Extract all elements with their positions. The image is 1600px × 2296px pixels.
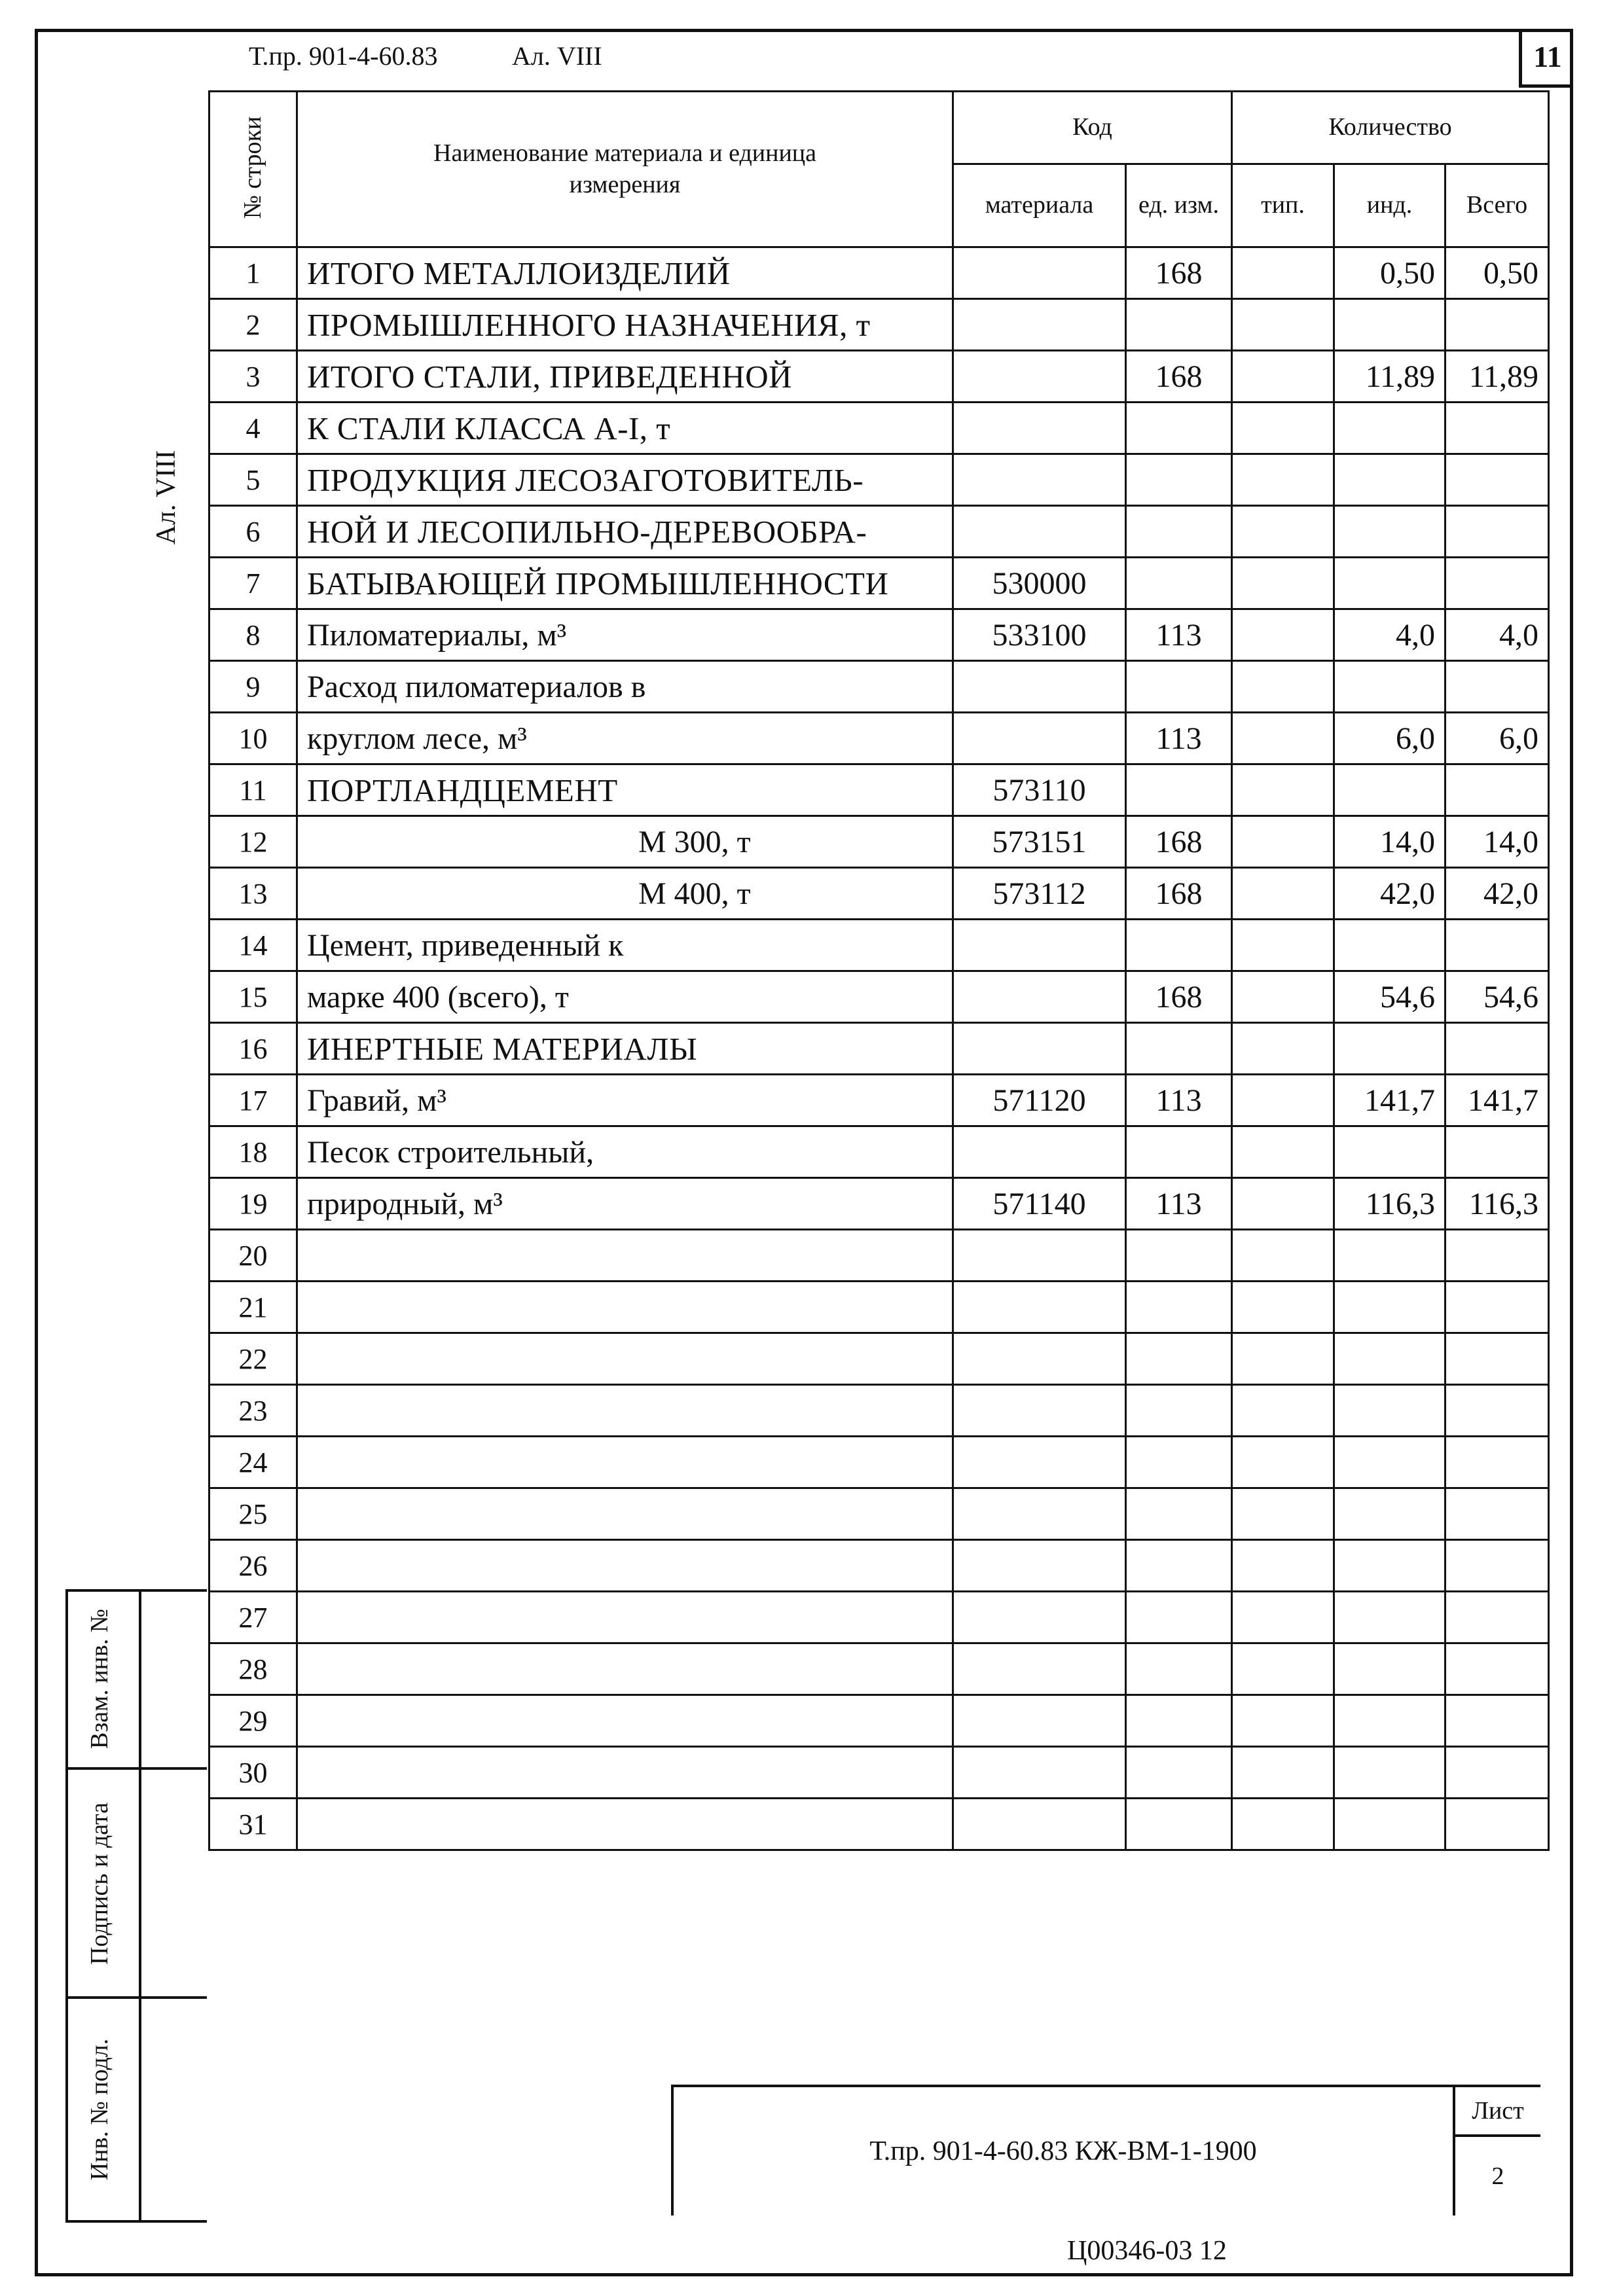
- row-qty-typ: [1232, 1747, 1334, 1799]
- row-qty-ind: [1334, 1488, 1445, 1540]
- row-material-code: [953, 299, 1126, 351]
- row-qty-typ: [1232, 351, 1334, 403]
- row-number: 26: [209, 1540, 297, 1592]
- row-qty-total: [1445, 1592, 1549, 1643]
- row-qty-total: [1445, 1799, 1549, 1850]
- row-qty-ind: 42,0: [1334, 868, 1445, 920]
- row-name: [297, 1282, 953, 1333]
- table-row: [209, 558, 1549, 609]
- row-number: 9: [209, 661, 297, 713]
- row-name: НОЙ И ЛЕСОПИЛЬНО-ДЕРЕВООБРА-: [297, 506, 953, 558]
- header-album: Ал. VIII: [512, 41, 602, 71]
- materials-table: [208, 90, 1550, 1851]
- row-qty-total: 4,0: [1445, 609, 1549, 661]
- row-qty-ind: [1334, 558, 1445, 609]
- row-material-code: 571120: [953, 1075, 1126, 1126]
- row-number: 10: [209, 713, 297, 764]
- row-qty-total: 14,0: [1445, 816, 1549, 868]
- row-qty-total: [1445, 1695, 1549, 1747]
- header-code-material: материала: [953, 164, 1126, 247]
- table-row: [209, 609, 1549, 661]
- row-qty-typ: [1232, 1643, 1334, 1695]
- header-row-number: [209, 92, 297, 247]
- table-row: [209, 661, 1549, 713]
- row-name: [297, 1333, 953, 1385]
- row-unit-code: [1126, 454, 1232, 506]
- row-qty-typ: [1232, 1592, 1334, 1643]
- row-material-code: [953, 920, 1126, 971]
- table-row: [209, 1333, 1549, 1385]
- table-row: [209, 1488, 1549, 1540]
- row-qty-total: 6,0: [1445, 713, 1549, 764]
- row-name: БАТЫВАЮЩЕЙ ПРОМЫШЛЕННОСТИ: [297, 558, 953, 609]
- row-qty-total: [1445, 1282, 1549, 1333]
- row-material-code: [953, 403, 1126, 454]
- row-material-code: 573151: [953, 816, 1126, 868]
- table-row: [209, 764, 1549, 816]
- row-qty-typ: [1232, 1488, 1334, 1540]
- row-qty-typ: [1232, 1385, 1334, 1437]
- side-album-label: Ал. VIII: [151, 450, 181, 545]
- row-qty-ind: [1334, 1695, 1445, 1747]
- row-number: 25: [209, 1488, 297, 1540]
- row-qty-typ: [1232, 1023, 1334, 1075]
- row-qty-total: 0,50: [1445, 247, 1549, 299]
- row-qty-ind: [1334, 454, 1445, 506]
- row-qty-total: 116,3: [1445, 1178, 1549, 1230]
- row-qty-ind: 6,0: [1334, 713, 1445, 764]
- row-name: круглом лесе, м³: [297, 713, 953, 764]
- row-number: 2: [209, 299, 297, 351]
- row-unit-code: 168: [1126, 971, 1232, 1023]
- row-qty-ind: [1334, 403, 1445, 454]
- row-unit-code: [1126, 1126, 1232, 1178]
- table-row: [209, 1540, 1549, 1592]
- row-qty-typ: [1232, 920, 1334, 971]
- row-number: 1: [209, 247, 297, 299]
- row-unit-code: [1126, 1799, 1232, 1850]
- row-qty-ind: [1334, 1592, 1445, 1643]
- header-code-unit: ед. изм.: [1126, 164, 1232, 247]
- row-material-code: [953, 506, 1126, 558]
- row-unit-code: 113: [1126, 713, 1232, 764]
- row-unit-code: [1126, 1230, 1232, 1282]
- header-name: [297, 92, 953, 247]
- row-material-code: 573112: [953, 868, 1126, 920]
- row-qty-typ: [1232, 1540, 1334, 1592]
- row-unit-code: 113: [1126, 1178, 1232, 1230]
- row-qty-total: [1445, 506, 1549, 558]
- row-qty-typ: [1232, 713, 1334, 764]
- table-row: [209, 299, 1549, 351]
- row-material-code: [953, 1488, 1126, 1540]
- inv-orig-label: Инв. № подл.: [86, 2038, 113, 2181]
- row-material-code: [953, 351, 1126, 403]
- row-unit-code: [1126, 299, 1232, 351]
- row-qty-ind: [1334, 1126, 1445, 1178]
- row-unit-code: 113: [1126, 609, 1232, 661]
- table-row: [209, 1385, 1549, 1437]
- row-unit-code: [1126, 403, 1232, 454]
- row-name: [297, 1643, 953, 1695]
- table-row: [209, 1747, 1549, 1799]
- row-qty-ind: [1334, 764, 1445, 816]
- row-unit-code: 168: [1126, 816, 1232, 868]
- stamp-title: Т.пр. 901-4-60.83 КЖ-ВМ-1-1900: [869, 2136, 1257, 2166]
- table-row: [209, 1075, 1549, 1126]
- table-row: [209, 816, 1549, 868]
- row-name: М 400, т: [297, 868, 953, 920]
- row-material-code: [953, 1230, 1126, 1282]
- row-qty-total: [1445, 1488, 1549, 1540]
- row-qty-ind: [1334, 1540, 1445, 1592]
- row-qty-typ: [1232, 868, 1334, 920]
- row-number: 14: [209, 920, 297, 971]
- row-qty-typ: [1232, 764, 1334, 816]
- table-row: [209, 1178, 1549, 1230]
- row-qty-typ: [1232, 1437, 1334, 1488]
- footer-code: Ц00346-03 12: [1067, 2236, 1227, 2266]
- row-material-code: 571140: [953, 1178, 1126, 1230]
- row-qty-ind: 116,3: [1334, 1178, 1445, 1230]
- row-qty-total: 54,6: [1445, 971, 1549, 1023]
- row-name: [297, 1695, 953, 1747]
- table-row: [209, 1230, 1549, 1282]
- row-material-code: [953, 1540, 1126, 1592]
- row-qty-ind: [1334, 1747, 1445, 1799]
- row-qty-ind: [1334, 1385, 1445, 1437]
- row-material-code: [953, 1333, 1126, 1385]
- row-name: [297, 1385, 953, 1437]
- row-qty-ind: [1334, 1437, 1445, 1488]
- table-row: [209, 1023, 1549, 1075]
- row-qty-typ: [1232, 247, 1334, 299]
- row-number: 4: [209, 403, 297, 454]
- row-number: 5: [209, 454, 297, 506]
- row-qty-ind: [1334, 920, 1445, 971]
- row-qty-ind: [1334, 299, 1445, 351]
- row-material-code: [953, 661, 1126, 713]
- row-material-code: 573110: [953, 764, 1126, 816]
- row-qty-typ: [1232, 661, 1334, 713]
- row-unit-code: 168: [1126, 247, 1232, 299]
- stamp-sheet-value: 2: [1491, 2162, 1504, 2190]
- row-qty-ind: 11,89: [1334, 351, 1445, 403]
- header-doc-ref: Т.пр. 901-4-60.83: [249, 41, 438, 71]
- row-qty-total: [1445, 1540, 1549, 1592]
- row-qty-total: [1445, 1437, 1549, 1488]
- row-qty-ind: [1334, 1023, 1445, 1075]
- row-material-code: [953, 1695, 1126, 1747]
- row-material-code: [953, 1643, 1126, 1695]
- row-unit-code: [1126, 506, 1232, 558]
- row-number: 27: [209, 1592, 297, 1643]
- row-number: 16: [209, 1023, 297, 1075]
- stamp-sheet-cell: [1453, 2087, 1540, 2215]
- row-qty-ind: [1334, 1282, 1445, 1333]
- left-strip-divider: [139, 1589, 141, 2223]
- row-unit-code: [1126, 1540, 1232, 1592]
- row-number: 13: [209, 868, 297, 920]
- left-strip-sep-2: [65, 1996, 207, 1999]
- table-row: [209, 868, 1549, 920]
- row-number: 28: [209, 1643, 297, 1695]
- header-row-number-label: № строки: [239, 116, 266, 219]
- row-qty-total: [1445, 403, 1549, 454]
- row-qty-total: [1445, 299, 1549, 351]
- row-qty-total: 11,89: [1445, 351, 1549, 403]
- row-name: [297, 1747, 953, 1799]
- row-material-code: [953, 1023, 1126, 1075]
- row-qty-ind: 0,50: [1334, 247, 1445, 299]
- stamp-sheet-label: Лист: [1455, 2087, 1540, 2137]
- row-unit-code: [1126, 764, 1232, 816]
- row-number: 6: [209, 506, 297, 558]
- row-qty-ind: 141,7: [1334, 1075, 1445, 1126]
- row-name: ИТОГО СТАЛИ, ПРИВЕДЕННОЙ: [297, 351, 953, 403]
- row-qty-total: 42,0: [1445, 868, 1549, 920]
- row-qty-typ: [1232, 1282, 1334, 1333]
- row-number: 15: [209, 971, 297, 1023]
- row-qty-ind: 14,0: [1334, 816, 1445, 868]
- header-sheet-number: 11: [1519, 29, 1573, 88]
- row-qty-typ: [1232, 1230, 1334, 1282]
- row-name: [297, 1592, 953, 1643]
- row-qty-ind: [1334, 1230, 1445, 1282]
- row-name: ИТОГО МЕТАЛЛОИЗДЕЛИЙ: [297, 247, 953, 299]
- row-qty-typ: [1232, 454, 1334, 506]
- row-material-code: [953, 1437, 1126, 1488]
- row-unit-code: [1126, 920, 1232, 971]
- row-unit-code: 168: [1126, 351, 1232, 403]
- row-unit-code: [1126, 1643, 1232, 1695]
- row-number: 29: [209, 1695, 297, 1747]
- row-unit-code: [1126, 1023, 1232, 1075]
- row-qty-total: [1445, 1230, 1549, 1282]
- row-name: Гравий, м³: [297, 1075, 953, 1126]
- header-code: Код: [953, 92, 1232, 164]
- header-name-label: Наименование материала и единица измерения: [433, 139, 816, 198]
- left-strip-sep-1: [65, 1767, 207, 1770]
- row-unit-code: [1126, 1592, 1232, 1643]
- row-qty-total: [1445, 661, 1549, 713]
- row-number: 12: [209, 816, 297, 868]
- row-number: 31: [209, 1799, 297, 1850]
- header-qty-typ: тип.: [1232, 164, 1334, 247]
- row-qty-total: [1445, 1643, 1549, 1695]
- row-number: 22: [209, 1333, 297, 1385]
- table-row: [209, 1282, 1549, 1333]
- row-material-code: 533100: [953, 609, 1126, 661]
- table-row: [209, 403, 1549, 454]
- row-material-code: [953, 1592, 1126, 1643]
- row-material-code: [953, 247, 1126, 299]
- row-unit-code: [1126, 1488, 1232, 1540]
- row-qty-ind: [1334, 1333, 1445, 1385]
- row-qty-typ: [1232, 1333, 1334, 1385]
- row-number: 19: [209, 1178, 297, 1230]
- table-row: [209, 506, 1549, 558]
- row-qty-total: [1445, 1333, 1549, 1385]
- row-unit-code: [1126, 1333, 1232, 1385]
- row-qty-typ: [1232, 816, 1334, 868]
- row-qty-typ: [1232, 1178, 1334, 1230]
- row-qty-total: 141,7: [1445, 1075, 1549, 1126]
- row-unit-code: [1126, 558, 1232, 609]
- row-qty-typ: [1232, 1126, 1334, 1178]
- row-number: 3: [209, 351, 297, 403]
- table-row: [209, 920, 1549, 971]
- row-name: ПОРТЛАНДЦЕМЕНТ: [297, 764, 953, 816]
- table-row: [209, 351, 1549, 403]
- row-qty-total: [1445, 558, 1549, 609]
- row-name: [297, 1230, 953, 1282]
- row-qty-typ: [1232, 971, 1334, 1023]
- table-row: [209, 971, 1549, 1023]
- row-number: 7: [209, 558, 297, 609]
- row-name: [297, 1437, 953, 1488]
- row-name: Песок строительный,: [297, 1126, 953, 1178]
- row-name: природный, м³: [297, 1178, 953, 1230]
- table-row: [209, 1126, 1549, 1178]
- row-qty-total: [1445, 454, 1549, 506]
- row-qty-ind: [1334, 661, 1445, 713]
- row-qty-ind: [1334, 1799, 1445, 1850]
- table-row: [209, 1592, 1549, 1643]
- row-number: 20: [209, 1230, 297, 1282]
- row-name: Расход пиломатериалов в: [297, 661, 953, 713]
- row-number: 30: [209, 1747, 297, 1799]
- table-row: [209, 247, 1549, 299]
- row-qty-total: [1445, 764, 1549, 816]
- row-material-code: [953, 1799, 1126, 1850]
- row-qty-total: [1445, 1023, 1549, 1075]
- row-unit-code: [1126, 1695, 1232, 1747]
- row-qty-typ: [1232, 558, 1334, 609]
- row-name: [297, 1488, 953, 1540]
- row-qty-typ: [1232, 1799, 1334, 1850]
- row-number: 17: [209, 1075, 297, 1126]
- row-qty-total: [1445, 1747, 1549, 1799]
- row-unit-code: [1126, 661, 1232, 713]
- row-qty-typ: [1232, 609, 1334, 661]
- row-material-code: [953, 1126, 1126, 1178]
- row-qty-typ: [1232, 403, 1334, 454]
- table-row: [209, 1437, 1549, 1488]
- row-unit-code: [1126, 1385, 1232, 1437]
- row-qty-typ: [1232, 1695, 1334, 1747]
- row-qty-ind: [1334, 506, 1445, 558]
- row-name: [297, 1799, 953, 1850]
- row-name: М 300, т: [297, 816, 953, 868]
- table-row: [209, 713, 1549, 764]
- row-number: 11: [209, 764, 297, 816]
- row-name: ИНЕРТНЫЕ МАТЕРИАЛЫ: [297, 1023, 953, 1075]
- header-quantity: Количество: [1232, 92, 1549, 164]
- row-number: 18: [209, 1126, 297, 1178]
- row-qty-typ: [1232, 299, 1334, 351]
- row-unit-code: 168: [1126, 868, 1232, 920]
- table-row: [209, 454, 1549, 506]
- row-qty-ind: [1334, 1643, 1445, 1695]
- row-unit-code: [1126, 1437, 1232, 1488]
- row-name: ПРОДУКЦИЯ ЛЕСОЗАГОТОВИТЕЛЬ-: [297, 454, 953, 506]
- table-row: [209, 1799, 1549, 1850]
- row-number: 8: [209, 609, 297, 661]
- row-unit-code: [1126, 1747, 1232, 1799]
- header-qty-total: Всего: [1445, 164, 1549, 247]
- row-qty-total: [1445, 1385, 1549, 1437]
- row-material-code: [953, 454, 1126, 506]
- row-number: 21: [209, 1282, 297, 1333]
- row-material-code: [953, 1747, 1126, 1799]
- sign-date-label: Подпись и дата: [86, 1802, 113, 1965]
- row-qty-ind: 54,6: [1334, 971, 1445, 1023]
- row-qty-total: [1445, 1126, 1549, 1178]
- title-stamp: [671, 2085, 1540, 2215]
- row-material-code: 530000: [953, 558, 1126, 609]
- row-unit-code: 113: [1126, 1075, 1232, 1126]
- row-material-code: [953, 713, 1126, 764]
- row-qty-typ: [1232, 1075, 1334, 1126]
- row-name: [297, 1540, 953, 1592]
- swap-inv-label: Взам. инв. №: [86, 1608, 113, 1749]
- row-name: ПРОМЫШЛЕННОГО НАЗНАЧЕНИЯ, т: [297, 299, 953, 351]
- row-number: 23: [209, 1385, 297, 1437]
- row-name: К СТАЛИ КЛАССА А-I, т: [297, 403, 953, 454]
- header-qty-ind: инд.: [1334, 164, 1445, 247]
- row-name: Пиломатериалы, м³: [297, 609, 953, 661]
- row-number: 24: [209, 1437, 297, 1488]
- left-approval-strip: [65, 1589, 208, 2224]
- row-qty-ind: 4,0: [1334, 609, 1445, 661]
- row-qty-total: [1445, 920, 1549, 971]
- row-material-code: [953, 1282, 1126, 1333]
- table-row: [209, 1643, 1549, 1695]
- row-material-code: [953, 971, 1126, 1023]
- row-material-code: [953, 1385, 1126, 1437]
- row-name: Цемент, приведенный к: [297, 920, 953, 971]
- table-row: [209, 1695, 1549, 1747]
- row-qty-typ: [1232, 506, 1334, 558]
- row-unit-code: [1126, 1282, 1232, 1333]
- row-name: марке 400 (всего), т: [297, 971, 953, 1023]
